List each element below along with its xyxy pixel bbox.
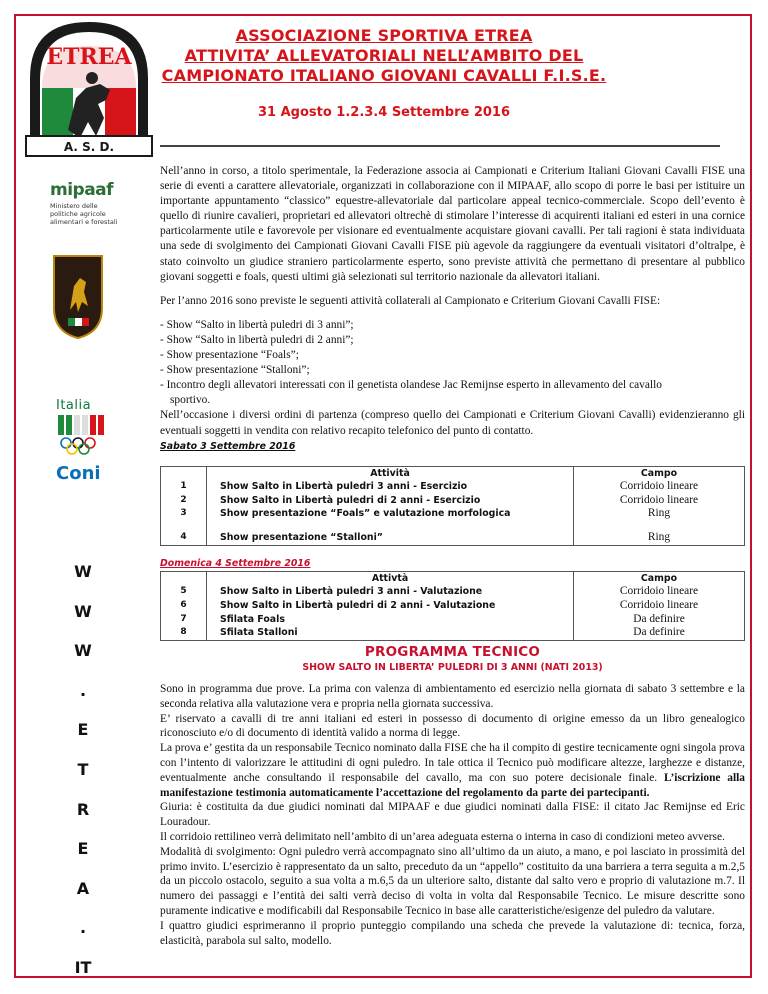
saturday-schedule-table xyxy=(160,466,745,546)
row-activity: Show Salto in Libertà puledri di 2 anni - Valutazione xyxy=(207,599,574,613)
row-field: Corridoio lineare xyxy=(574,494,745,508)
svg-text:ETREA: ETREA xyxy=(46,44,132,70)
program-body xyxy=(160,682,745,948)
row-field: Ring xyxy=(574,507,745,521)
table-header-row xyxy=(161,571,745,585)
main-content xyxy=(160,164,745,675)
mipaaf-logo xyxy=(50,180,140,226)
row-number: 1 xyxy=(161,480,207,494)
coni-text: Coni xyxy=(56,463,101,484)
header-field: Campo xyxy=(574,571,745,585)
vertical-letter: E xyxy=(77,720,89,740)
coni-flag-rings-icon xyxy=(56,413,112,457)
row-activity: Sfilata Stalloni xyxy=(207,626,574,640)
activity-item: - Incontro degli allevatori interessati con il genetista olandese Jac Remijnse esperto in allevamento del cavallo xyxy=(160,379,662,392)
program-paragraph: Il corridoio rettilineo verrà delimitato nell’ambito di un’area adeguata esterna o interna in caso di condizioni meteo avverse. xyxy=(160,830,725,843)
sunday-title: Domenica 4 Settembre 2016 xyxy=(160,557,311,569)
table-row xyxy=(161,480,745,494)
program-paragraph: Sono in programma due prove. La prima con valenza di ambientamento ed esercizio nella giornata di sabato 3 settembre e la seconda relativa alla valutazione vera e propria nella giornata successiva. xyxy=(160,683,745,710)
activity-item-cont: sportivo. xyxy=(170,394,211,407)
vertical-letter: A xyxy=(76,878,90,898)
vertical-letter: . xyxy=(79,918,87,938)
occasion-paragraph: Nell’occasione i diversi ordini di partenza (compreso quello dei Campionati e Criterium Giovani Cavalli) evidenzieranno gli eventuali soggetti in vendita con relativo recapito telefonico del punto di contatto. xyxy=(160,409,745,437)
vertical-letter: T xyxy=(77,759,89,779)
row-field: Corridoio lineare xyxy=(574,599,745,613)
table-row xyxy=(161,585,745,599)
row-number: 5 xyxy=(161,585,207,599)
program-bold-text: L’iscrizione alla manifestazione testimonia automaticamente l’accettazione del regolamento da parte dei partecipanti. xyxy=(160,771,745,799)
row-activity: Show presentazione “Stalloni” xyxy=(207,531,574,545)
program-paragraph: Giuria: è costituita da due giudici nominati dal MIPAAF e due giudici nominati dalla FISE: il citato Jac Remijnse ed Eric Louradour. xyxy=(160,801,745,829)
program-text: La prova e’ gestita da un responsabile Tecnico nominato dalla FISE che ha il compito di gestire tecnicamente ogni singola prova con l’intento di valorizzare le attitudini di ogni puledro. In tale ottica il Tecnico può modificare altezze, larghezze e distanze, eventualmente anche consultando il responsabile del cavallo, ma con suo potere decisionale finale. xyxy=(160,742,745,784)
mipaaf-sub-line: Ministero delle xyxy=(50,202,98,210)
intro-paragraph: Nell’anno in corso, a titolo sperimentale, la Federazione associa ai Campionati e Criterium Italiani Giovani Cavalli FISE una serie di eventi a carattere allevatoriale, organizzati in collaborazione con il MIPAAF, allo scopo di porre le basi per istituire un importante appuntamento “classico” equestre-allevatoriale dal particolare appeal tecnico-commerciale. Scopo dell’evento è quello di riunire cavalieri, proprietari ed allevatori oltrechè di stimolare l’interesse di acquirenti italiani ed esteri in una cornice particolarmente utile e favorevole per visionare ed eventualmente acquistare giovani cavalli. Per tali ragioni è stata individuata una sede di svolgimento dei Campionati Giovani Cavalli FISE più agevole da raggiungere da eventuali visitatori d’oltralpe, è stato coinvolto un giudice straniero particolarmente esperto, sono previste attività che permettano di presentare al pubblico giovani soggetti e foals, questi ultimi già selezionati sul territorio nazionale da allevatori italiani. xyxy=(160,165,745,283)
mipaaf-sub-line: alimentari e forestali xyxy=(50,218,118,226)
mipaaf-sub-line: politiche agricole xyxy=(50,210,106,218)
vertical-letter: W xyxy=(74,641,92,661)
fise-shield-logo xyxy=(50,252,106,340)
header-title-line-3: CAMPIONATO ITALIANO GIOVANI CAVALLI F.I.S.E. xyxy=(161,66,607,85)
header-activity: Attivtà xyxy=(207,571,574,585)
header-title-line-2: ATTIVITA’ ALLEVATORIALI NELL’AMBITO DEL xyxy=(184,46,584,65)
row-field: Da definire xyxy=(574,626,745,640)
vertical-letter: IT xyxy=(74,957,92,977)
row-field: Corridoio lineare xyxy=(574,585,745,599)
sunday-schedule-table xyxy=(160,571,745,641)
mipaaf-mark: mipaaf xyxy=(50,180,114,200)
header-field: Campo xyxy=(574,466,745,480)
row-field: Da definire xyxy=(574,613,745,627)
header-title-line-1: ASSOCIAZIONE SPORTIVA ETREA xyxy=(235,26,533,45)
vertical-letter: . xyxy=(79,680,87,700)
intro-paragraph-2: Per l’anno 2016 sono previste le seguenti attività collaterali al Campionato e Criterium Giovani Cavalli FISE: xyxy=(160,294,661,307)
row-activity: Sfilata Foals xyxy=(207,613,574,627)
svg-text:A. S. D.: A. S. D. xyxy=(63,140,115,154)
activities-list xyxy=(160,318,745,409)
vertical-letter: W xyxy=(74,601,92,621)
row-number: 3 xyxy=(161,507,207,521)
saturday-title: Sabato 3 Settembre 2016 xyxy=(160,440,296,452)
coni-logo xyxy=(56,398,112,484)
header-activity: Attività xyxy=(207,466,574,480)
vertical-letter: E xyxy=(77,839,89,859)
row-activity: Show Salto in Libertà puledri 3 anni - Esercizio xyxy=(207,480,574,494)
row-field: Ring xyxy=(574,531,745,545)
table-row xyxy=(161,507,745,521)
header-divider xyxy=(160,145,720,147)
activity-item: - Show “Salto in libertà puledri di 3 anni”; xyxy=(160,318,354,331)
table-row xyxy=(161,613,745,627)
program-paragraph: E’ riservato a cavalli di tre anni italiani ed esteri in possesso di documento di origine emesso da un libro genealogico riconosciuto e/o di documento di identità valido a norma di legge. xyxy=(160,712,745,740)
program-paragraph: Modalità di svolgimento: Ogni puledro verrà accompagnato sino all’ultimo da un aiuto, a mano, e poi lasciato in prossimità del primo invito. L’esercizio è rappresentato da un salto, preceduto da un “appello” costituito da una barriera a terra seguita a m.2,5 da un piccolo ostacolo, seguito a sua volta a m.6,5 da un ulteriore salto, distante dal salto vero e proprio di valutazione m.7. Il numero dei passaggi e l’entità dei salti verrà deciso di volta in volta dal Responsabile Tecnico. Le misure descritte sono puramente indicative e modificabili dal Responsabile Tecnico in base alle caratteristiche/esigenze del puledro da valutare. xyxy=(160,845,745,917)
row-number: 2 xyxy=(161,494,207,508)
website-vertical-text xyxy=(68,552,98,988)
table-row xyxy=(161,626,745,640)
table-row xyxy=(161,531,745,545)
program-paragraph: I quattro giudici esprimeranno il proprio punteggio compilando una scheda che prevede la valutazione di: tecnica, forza, elasticità, parabola sul salto, modello. xyxy=(160,919,745,947)
row-number: 8 xyxy=(161,626,207,640)
program-paragraph xyxy=(160,741,745,800)
row-number: 7 xyxy=(161,613,207,627)
mipaaf-subtitle xyxy=(50,202,140,226)
vertical-letter: R xyxy=(76,799,90,819)
row-number: 4 xyxy=(161,531,207,545)
activity-item: - Show “Salto in libertà puledri di 2 anni”; xyxy=(160,333,354,346)
row-activity: Show presentazione “Foals” e valutazione morfologica xyxy=(207,507,574,521)
table-spacer-row xyxy=(161,521,745,531)
vertical-letter: W xyxy=(74,562,92,581)
row-activity: Show Salto in Libertà puledri di 2 anni - Esercizio xyxy=(207,494,574,508)
row-activity: Show Salto in Libertà puledri 3 anni - Valutazione xyxy=(207,585,574,599)
program-subtitle: SHOW SALTO IN LIBERTA’ PULEDRI DI 3 ANNI (NATI 2013) xyxy=(302,661,603,673)
activity-item: - Show presentazione “Foals”; xyxy=(160,349,299,362)
program-title: PROGRAMMA TECNICO xyxy=(364,643,541,660)
row-number: 6 xyxy=(161,599,207,613)
table-header-row xyxy=(161,466,745,480)
table-row xyxy=(161,599,745,613)
coni-italia-text: Italia xyxy=(56,398,92,413)
event-dates: 31 Agosto 1.2.3.4 Settembre 2016 xyxy=(257,105,511,120)
activity-item: - Show presentazione “Stalloni”; xyxy=(160,364,310,377)
document-header xyxy=(0,26,768,86)
row-field: Corridoio lineare xyxy=(574,480,745,494)
table-row xyxy=(161,494,745,508)
